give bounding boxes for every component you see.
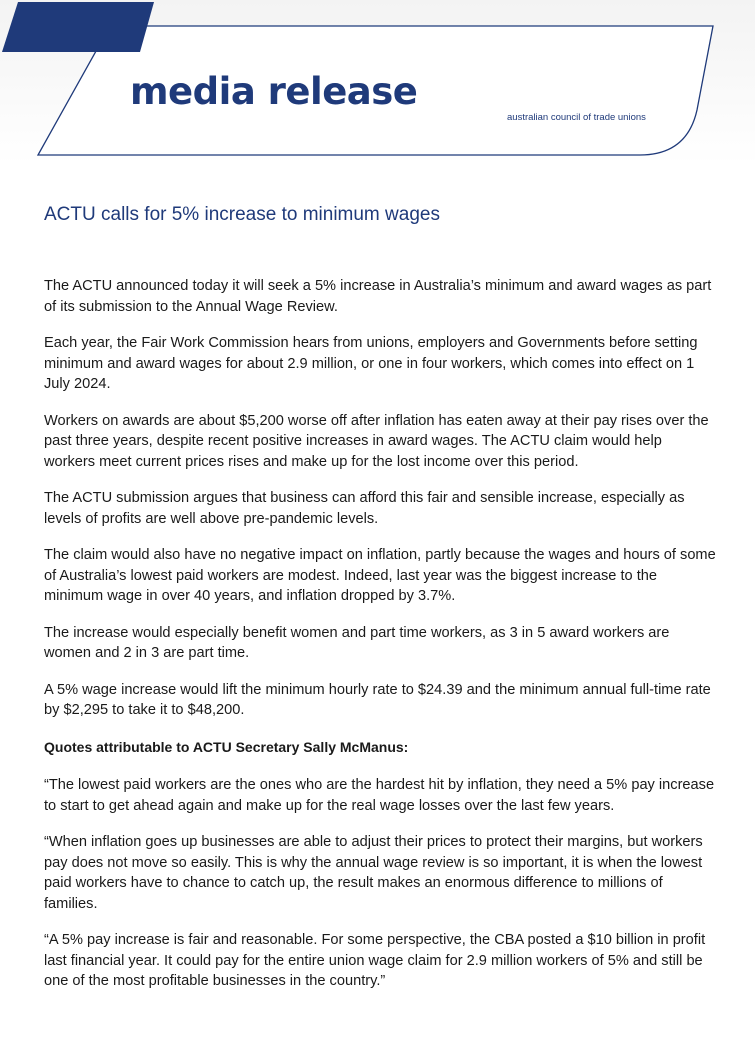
quotes-heading: Quotes attributable to ACTU Secretary Sally McManus: bbox=[44, 738, 409, 755]
body-paragraph: The claim would also have no negative impact on inflation, partly because the wages and hours of some of Australia’s lowest paid workers are modest. Indeed, last year was the biggest increase to the minimum wage in over 40 years, and inflation dropped by 3.7%. bbox=[44, 547, 716, 604]
release-headline: ACTU calls for 5% increase to minimum wages bbox=[44, 204, 440, 225]
body-paragraph: The ACTU announced today it will seek a 5% increase in Australia’s minimum and award wages as part of its submission to the Annual Wage Review. bbox=[44, 278, 712, 315]
actu-logo-shape bbox=[0, 0, 156, 70]
quote-paragraph: “When inflation goes up businesses are able to adjust their prices to protect their margins, but workers pay does not move so easily. This is why the annual wage review is so important, it is when the lowest paid workers have to chance to catch up, the result makes an enormous difference to millions of families. bbox=[44, 834, 703, 912]
actu-logo-text: ACTU bbox=[522, 59, 643, 108]
quote-paragraph: “A 5% pay increase is fair and reasonable. For some perspective, the CBA posted a $10 billion in profit last financial year. It could pay for the entire union wage claim for 2.9 million workers of 5% and still be one of the most profitable businesses in the country.” bbox=[44, 932, 706, 989]
body-paragraph: Each year, the Fair Work Commission hears from unions, employers and Governments before setting minimum and award wages for about 2.9 million, or one in four workers, which comes into effect on 1 July 2024. bbox=[44, 335, 698, 392]
page-header bbox=[0, 0, 755, 165]
release-body bbox=[44, 276, 716, 1008]
actu-logo-subtitle: australian council of trade unions bbox=[507, 112, 646, 123]
body-paragraph: The ACTU submission argues that business can afford this fair and sensible increase, especially as levels of profits are well above pre-pandemic levels. bbox=[44, 490, 685, 527]
page-title: media release bbox=[130, 70, 418, 113]
body-paragraph: Workers on awards are about $5,200 worse off after inflation has eaten away at their pay rises over the past three years, despite recent positive increases in award wages. The ACTU claim would help workers meet current prices rises and make up for the lost income over this period. bbox=[44, 412, 709, 470]
body-paragraph: A 5% wage increase would lift the minimum hourly rate to $24.39 and the minimum annual full-time rate by $2,295 to take it to $48,200. bbox=[44, 681, 711, 718]
quote-paragraph: “The lowest paid workers are the ones who are the hardest hit by inflation, they need a 5% pay increase to start to get ahead again and make up for the real wage losses over the last few years. bbox=[44, 777, 715, 814]
body-paragraph: The increase would especially benefit women and part time workers, as 3 in 5 award workers are women and 2 in 3 are part time. bbox=[44, 624, 670, 661]
